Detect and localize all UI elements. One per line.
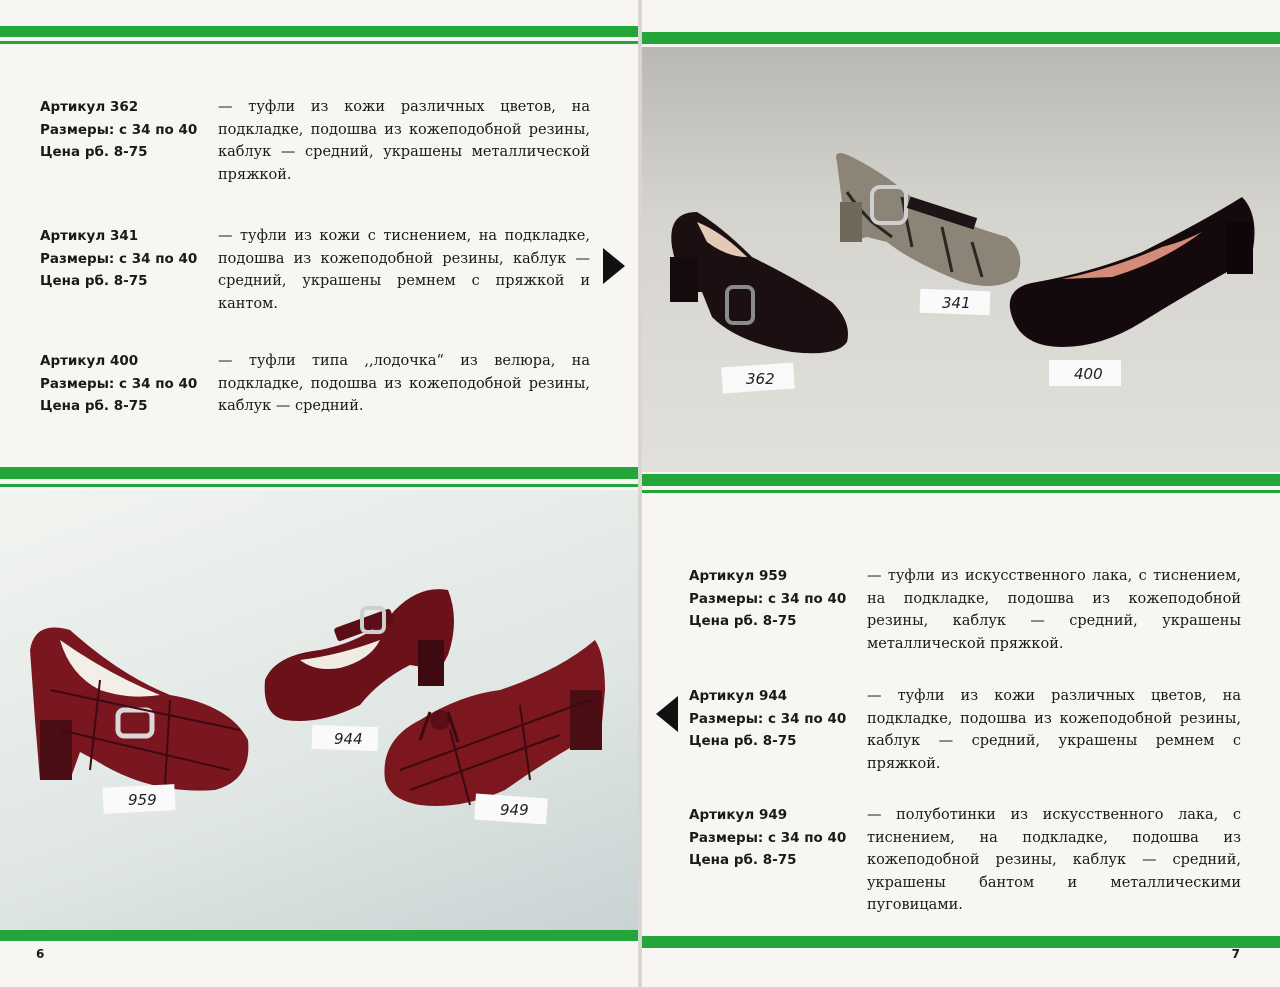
svg-text:362: 362 xyxy=(746,370,775,388)
bottom-green-band xyxy=(0,930,638,941)
arrow-left-icon xyxy=(656,696,678,732)
product-meta xyxy=(40,96,210,164)
product-meta xyxy=(40,350,210,418)
shoe-400 xyxy=(1010,197,1255,347)
product-description: — туфли из кожи различных цветов, на подкладке, подошва из кожеподобной резины, каблук — средний, украшены ремнем с пряжкой. xyxy=(867,688,1241,772)
svg-text:959: 959 xyxy=(128,791,157,809)
mid-green-band xyxy=(0,467,638,479)
sizes: Размеры: с 34 по 40 xyxy=(40,375,198,392)
price: Цена рб. 8-75 xyxy=(689,852,797,869)
svg-text:400: 400 xyxy=(1074,365,1103,383)
product-meta xyxy=(689,685,859,753)
top-green-band xyxy=(642,32,1280,44)
article-number: Артикул 949 xyxy=(689,807,788,823)
page-number: 6 xyxy=(36,947,45,961)
product-description: — туфли из кожи с тиснением, на подкладке, подошва из кожеподобной резины, каблук — средний, украшены ремнем с пряжкой и кантом. xyxy=(218,228,590,312)
red-shoes-illustration xyxy=(0,490,638,930)
shoe-362 xyxy=(670,212,848,353)
price: Цена рб. 8-75 xyxy=(40,273,148,290)
product-meta xyxy=(40,225,210,293)
bottom-green-band xyxy=(642,936,1280,948)
sizes: Размеры: с 34 по 40 xyxy=(689,710,847,727)
svg-text:944: 944 xyxy=(334,730,363,748)
svg-text:341: 341 xyxy=(942,294,971,312)
shoe-944 xyxy=(265,589,454,721)
mid-green-band xyxy=(642,474,1280,486)
label-362 xyxy=(721,363,795,394)
price: Цена рб. 8-75 xyxy=(40,144,148,161)
sizes: Размеры: с 34 по 40 xyxy=(40,121,198,138)
top-green-line xyxy=(0,41,638,44)
sizes: Размеры: с 34 по 40 xyxy=(40,250,198,267)
article-number: Артикул 959 xyxy=(689,568,788,584)
article-number: Артикул 400 xyxy=(40,353,139,369)
mid-green-line xyxy=(0,484,638,487)
price: Цена рб. 8-75 xyxy=(40,398,148,415)
product-description: — туфли из искусственного лака, с тиснением, на подкладке, подошва из кожеподобной резины, каблук — средний, украшены металлической пряжкой. xyxy=(867,568,1241,652)
product-meta xyxy=(689,804,859,872)
label-400 xyxy=(1049,360,1121,386)
label-341 xyxy=(920,289,991,315)
dark-shoes-illustration xyxy=(642,47,1280,472)
label-949 xyxy=(474,794,548,825)
page-number: 7 xyxy=(1231,947,1240,961)
sizes: Размеры: с 34 по 40 xyxy=(689,829,847,846)
sizes: Размеры: с 34 по 40 xyxy=(689,590,847,607)
price: Цена рб. 8-75 xyxy=(689,613,797,630)
product-description: — полуботинки из искусственного лака, с тиснением, на подкладке, подошва из кожеподобной резины, каблук — средний, украшены бантом и металлическими пуговицами. xyxy=(867,807,1241,914)
shoe-341 xyxy=(836,153,1020,286)
product-meta xyxy=(689,565,859,633)
top-green-band xyxy=(0,26,638,37)
shoe-959 xyxy=(30,628,248,791)
product-description: — туфли из кожи различных цветов, на подкладке, подошва из кожеподобной резины, каблук — средний, украшены металлической пряжкой. xyxy=(218,99,590,183)
price: Цена рб. 8-75 xyxy=(689,733,797,750)
article-number: Артикул 362 xyxy=(40,99,139,115)
right-page xyxy=(642,0,1280,987)
label-959 xyxy=(102,784,175,814)
mid-green-line xyxy=(642,490,1280,493)
arrow-right-icon xyxy=(603,248,625,284)
left-page xyxy=(0,0,638,987)
shoe-photo-362-341-400 xyxy=(642,47,1280,472)
shoe-photo-959-944-949 xyxy=(0,490,638,930)
product-description: — туфли типа ,,лодочка“ из велюра, на подкладке, подошва из кожеподобной резины, каблук — средний. xyxy=(218,353,590,415)
article-number: Артикул 944 xyxy=(689,688,788,704)
article-number: Артикул 341 xyxy=(40,228,139,244)
svg-text:949: 949 xyxy=(500,801,529,819)
label-944 xyxy=(312,725,379,751)
